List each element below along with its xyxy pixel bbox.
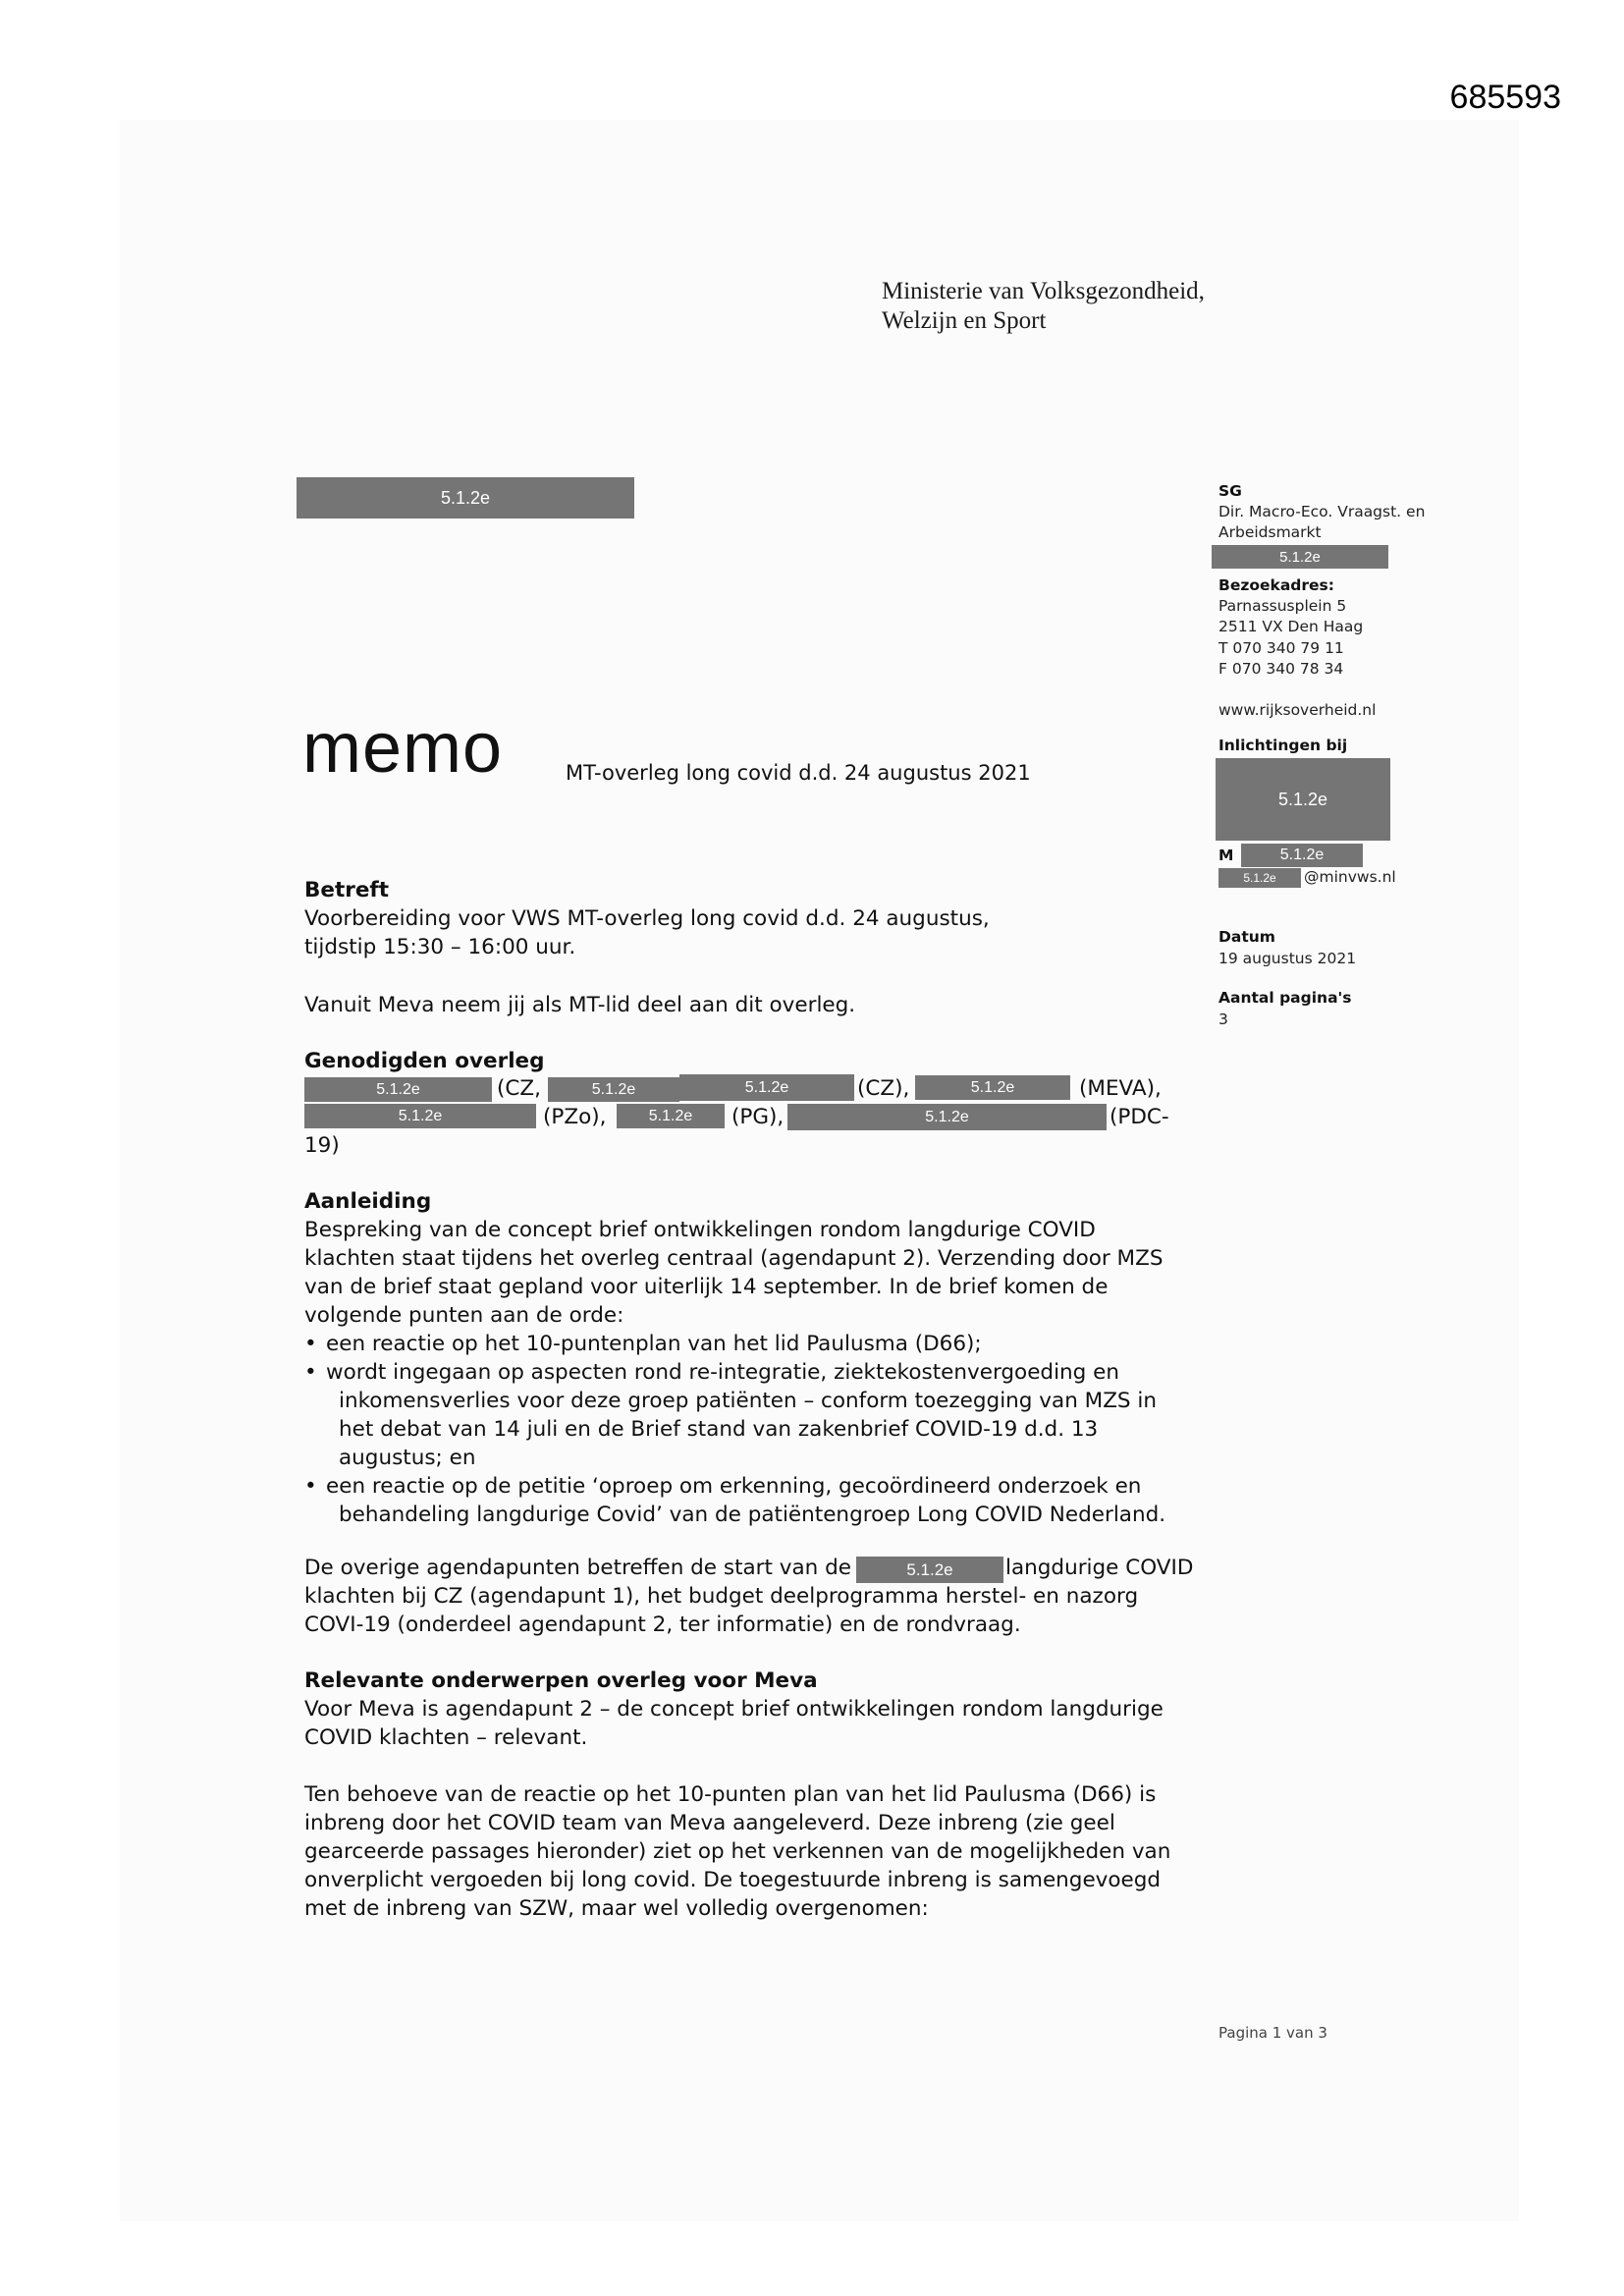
paragraph-line: inbreng door het COVID team van Meva aangeleverd. Deze inbreng (zie geel — [304, 1811, 1115, 1835]
redaction-block: 5.1.2e — [787, 1104, 1107, 1130]
redaction-block: 5.1.2e — [915, 1075, 1070, 1100]
aanleiding-line: klachten staat tijdens het overleg centraal (agendapunt 2). Verzending door MZS — [304, 1246, 1164, 1271]
redaction-block: 5.1.2e — [1241, 844, 1363, 867]
redaction-block: 5.1.2e — [1218, 868, 1301, 888]
sidebar-visit-label: Bezoekadres: — [1218, 576, 1334, 594]
sidebar-pages-value: 3 — [1218, 1011, 1228, 1028]
redaction-block: 5.1.2e — [679, 1074, 854, 1101]
sidebar-date-value: 19 augustus 2021 — [1218, 950, 1357, 967]
sidebar-info-label: Inlichtingen bij — [1218, 737, 1348, 754]
relevant-heading: Relevante onderwerpen overleg voor Meva — [304, 1668, 818, 1693]
paragraph-line: met de inbreng van SZW, maar wel volledig overgenomen: — [304, 1896, 929, 1921]
overige-line3: COVI-19 (onderdeel agendapunt 2, ter informatie) en de rondvraag. — [304, 1613, 1021, 1637]
redaction-block: 5.1.2e — [297, 477, 634, 519]
betreft-section — [304, 876, 990, 961]
sidebar-address-line2: 2511 VX Den Haag — [1218, 618, 1364, 635]
redaction-block: 5.1.2e — [304, 1077, 492, 1102]
sidebar-phone: T 070 340 79 11 — [1218, 639, 1344, 657]
genodigde-org-pzo: (PZo), — [543, 1105, 607, 1129]
intro-paragraph: Vanuit Meva neem jij als MT-lid deel aan dit overleg. — [304, 993, 856, 1017]
redaction-block: 5.1.2e — [617, 1104, 725, 1128]
bullet-continuation: behandeling langdurige Covid’ van de patiëntengroep Long COVID Nederland. — [339, 1503, 1166, 1527]
aanleiding-line: van de brief staat gepland voor uiterlijk 14 september. In de brief komen de — [304, 1275, 1109, 1299]
sidebar-email-suffix: @minvws.nl — [1304, 868, 1396, 886]
ministry-logo — [882, 277, 1205, 336]
genodigde-org-cz2: (CZ), — [857, 1076, 910, 1101]
ministry-name-line1: Ministerie van Volksgezondheid, — [882, 278, 1205, 304]
redaction-block: 5.1.2e — [1212, 545, 1388, 569]
bullet-continuation: augustus; en — [339, 1446, 476, 1470]
paragraph-line: Ten behoeve van de reactie op het 10-punten plan van het lid Paulusma (D66) is — [304, 1782, 1157, 1807]
sidebar-date-label: Datum — [1218, 928, 1275, 946]
redaction-block: 5.1.2e — [856, 1557, 1003, 1583]
sidebar-pages-label: Aantal pagina's — [1218, 989, 1352, 1007]
relevant-section — [304, 1667, 1164, 1752]
redaction-block: 5.1.2e — [304, 1104, 536, 1128]
sidebar-fax: F 070 340 78 34 — [1218, 660, 1344, 678]
redaction-block: 5.1.2e — [1216, 758, 1390, 841]
bullet-continuation: het debat van 14 juli en de Brief stand van zakenbrief COVID-19 d.d. 13 — [339, 1417, 1099, 1442]
relevant-line1: Voor Meva is agendapunt 2 – de concept brief ontwikkelingen rondom langdurige — [304, 1697, 1164, 1722]
memo-title: memo — [302, 709, 504, 788]
paragraph-line: onverplicht vergoeden bij long covid. De toegestuurde inbreng is samengevoegd — [304, 1868, 1162, 1892]
paragraph-line: gearceerde passages hieronder) ziet op het verkennen van de mogelijkheden van — [304, 1839, 1171, 1864]
page-footer: Pagina 1 van 3 — [1218, 2024, 1327, 2042]
sidebar-address-line1: Parnassusplein 5 — [1218, 597, 1347, 615]
memo-subject: MT-overleg long covid d.d. 24 augustus 2021 — [566, 761, 1031, 785]
ministry-name-line2: Welzijn en Sport — [882, 307, 1047, 334]
bullet-item: • een reactie op het 10-puntenplan van het lid Paulusma (D66); — [304, 1332, 982, 1356]
genodigde-org-pdc-cont: 19) — [304, 1133, 340, 1158]
overige-line1-pre: De overige agendapunten betreffen de start van de — [304, 1556, 852, 1580]
betreft-line1: Voorbereiding voor VWS MT-overleg long covid d.d. 24 augustus, — [304, 906, 990, 931]
document-number: 685593 — [1449, 79, 1561, 116]
aanleiding-heading: Aanleiding — [304, 1189, 432, 1214]
sidebar-dept-line1: Dir. Macro-Eco. Vraagst. en — [1218, 503, 1426, 520]
aanleiding-line: volgende punten aan de orde: — [304, 1303, 624, 1328]
betreft-heading: Betreft — [304, 878, 390, 902]
genodigden-heading: Genodigden overleg — [304, 1049, 545, 1073]
sidebar-website: www.rijksoverheid.nl — [1218, 701, 1377, 719]
sidebar-mobile-label: M — [1218, 847, 1234, 864]
overige-line2: klachten bij CZ (agendapunt 1), het budget deelprogramma herstel- en nazorg — [304, 1584, 1139, 1609]
genodigde-org-pg: (PG), — [731, 1105, 785, 1129]
sidebar-org: SG — [1218, 482, 1242, 500]
aanleiding-section — [304, 1187, 1165, 1529]
aanleiding-line: Bespreking van de concept brief ontwikkelingen rondom langdurige COVID — [304, 1218, 1096, 1242]
bullet-continuation: inkomensverlies voor deze groep patiënten – conform toezegging van MZS in — [339, 1389, 1158, 1413]
sidebar-dept-line2: Arbeidsmarkt — [1218, 523, 1322, 541]
redaction-block: 5.1.2e — [548, 1077, 679, 1102]
tenbehoeve-paragraph — [304, 1780, 1170, 1923]
genodigde-org-pdc: (PDC- — [1110, 1105, 1169, 1129]
bullet-item: • wordt ingegaan op aspecten rond re-integratie, ziektekostenvergoeding en — [304, 1360, 1120, 1385]
genodigde-org-meva: (MEVA), — [1079, 1076, 1162, 1101]
overige-line1-post: langdurige COVID — [1005, 1556, 1194, 1580]
relevant-line2: COVID klachten – relevant. — [304, 1725, 588, 1750]
bullet-item: • een reactie op de petitie ‘oproep om erkenning, gecoördineerd onderzoek en — [304, 1474, 1142, 1499]
genodigde-org-cz: (CZ, — [497, 1076, 541, 1101]
betreft-line2: tijdstip 15:30 – 16:00 uur. — [304, 935, 576, 959]
